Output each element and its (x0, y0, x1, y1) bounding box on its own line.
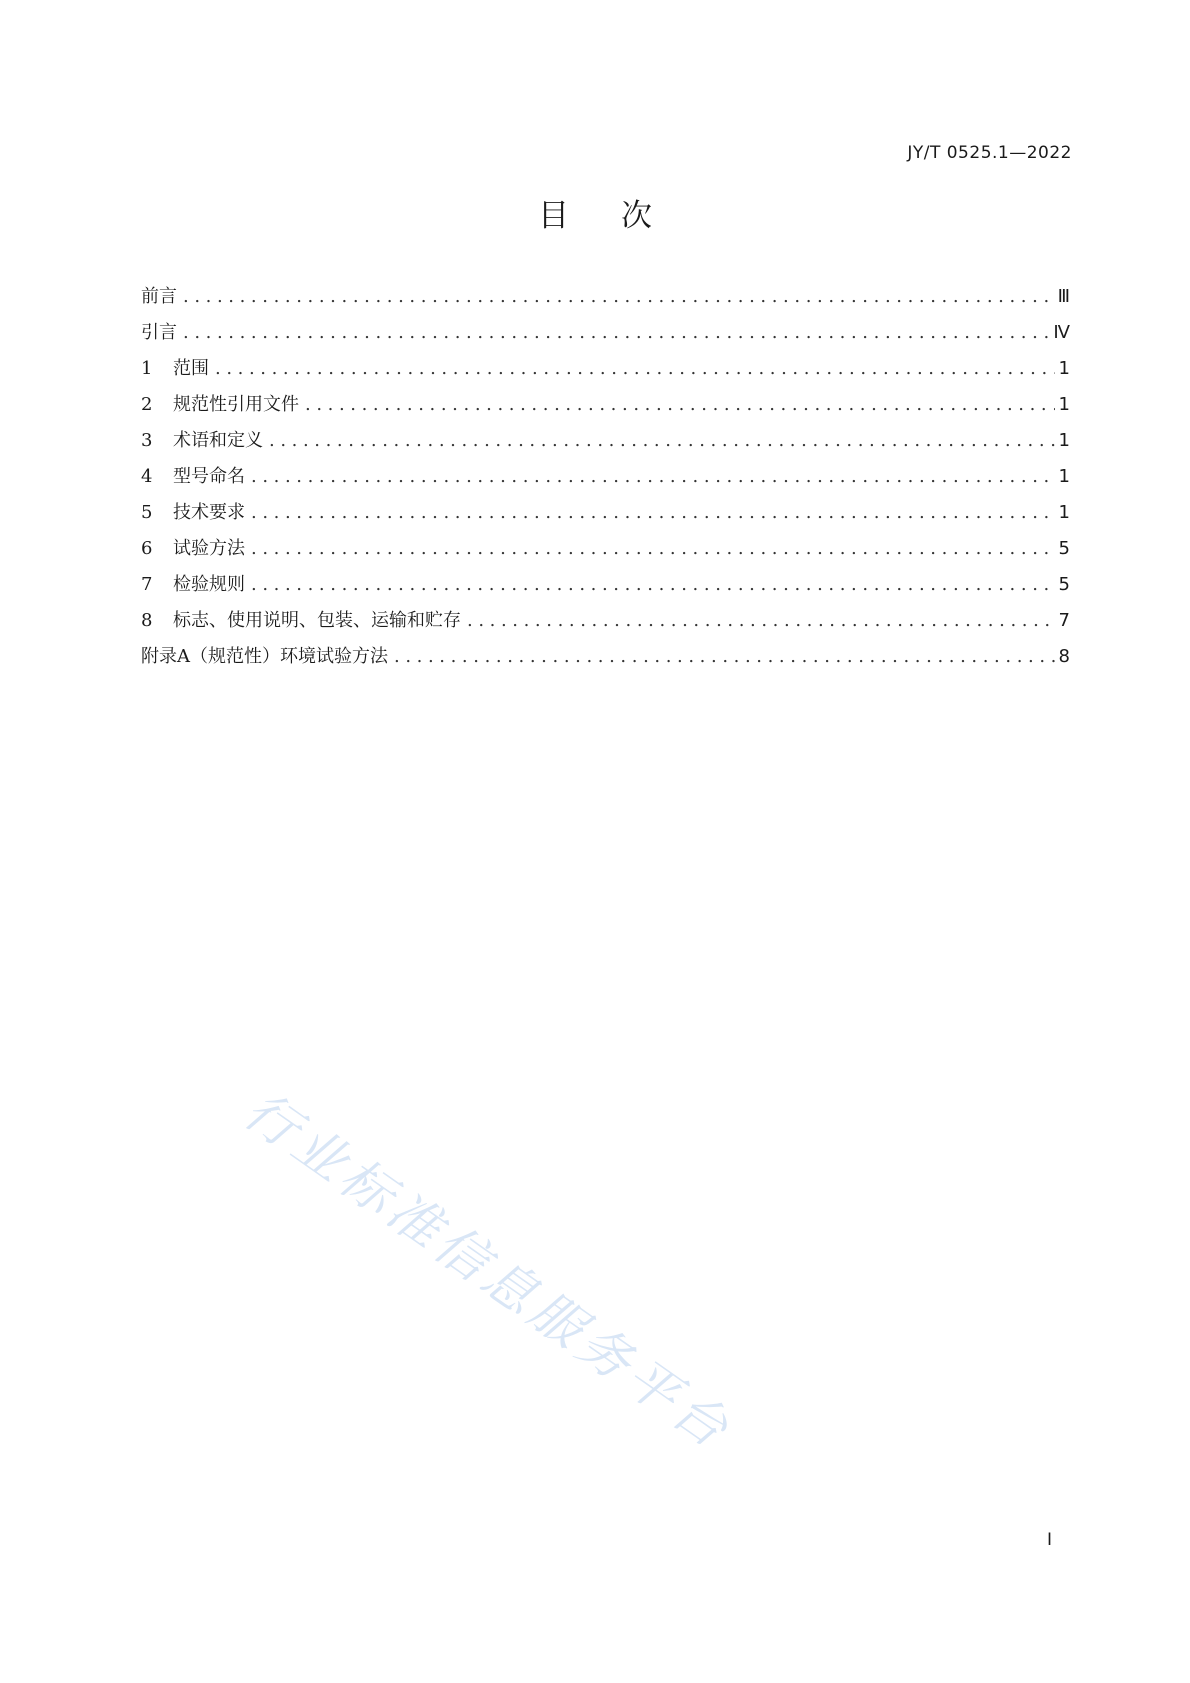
dot-leader (183, 286, 1054, 307)
toc-entry-page: 1 (1058, 394, 1070, 415)
toc-entry-page: 8 (1058, 646, 1070, 667)
toc-entry-label (141, 606, 467, 632)
toc-entry-number: 7 (141, 574, 153, 595)
toc-entry-label (141, 462, 251, 488)
dot-leader (251, 574, 1055, 595)
toc-entry-5[interactable] (141, 498, 1070, 534)
toc-entry-page: Ⅲ (1057, 286, 1070, 307)
page-number: I (1046, 1530, 1052, 1550)
toc-entry-number: 1 (141, 358, 153, 379)
toc-entry-text: 试验方法 (173, 538, 245, 559)
toc-entry-label (141, 570, 251, 596)
toc-entry-4[interactable] (141, 462, 1070, 498)
toc-entry-text: 技术要求 (173, 502, 245, 523)
dot-leader (467, 610, 1055, 631)
toc-entry-number: 8 (141, 610, 153, 631)
toc-entry-text: 标志、使用说明、包装、运输和贮存 (173, 610, 461, 631)
toc-entry-page: 5 (1058, 574, 1070, 595)
toc-entry-label (141, 498, 251, 524)
toc-entry-3[interactable] (141, 426, 1070, 462)
dot-leader (394, 646, 1055, 667)
toc-entry-page: 5 (1058, 538, 1070, 559)
toc-entry-page: 1 (1058, 502, 1070, 523)
dot-leader (251, 466, 1055, 487)
toc-entry-page: 7 (1058, 610, 1070, 631)
toc-entry-page: 1 (1058, 358, 1070, 379)
dot-leader (305, 394, 1055, 415)
toc-entry-number: 5 (141, 502, 153, 523)
toc-entry-text: 规范性引用文件 (173, 394, 299, 415)
toc-entry-8[interactable] (141, 606, 1070, 642)
toc-entry-introduction[interactable] (141, 318, 1070, 354)
dot-leader (215, 358, 1055, 379)
toc-entry-page: 1 (1058, 430, 1070, 451)
toc-entry-label (141, 354, 215, 380)
toc-entry-foreword[interactable] (141, 282, 1070, 318)
toc-entry-label (141, 534, 251, 560)
toc-entry-label (141, 426, 269, 452)
dot-leader (251, 502, 1055, 523)
toc-entry-label: 前言 (141, 286, 177, 307)
toc-entry-text: 检验规则 (173, 574, 245, 595)
toc-entry-number: 2 (141, 394, 153, 415)
toc-entry-number: 3 (141, 430, 153, 451)
page-title: 目次 (538, 198, 704, 234)
watermark: 行业标准信息服务平台 (233, 1080, 743, 1463)
toc-entry-page: Ⅳ (1053, 322, 1070, 343)
toc-entry-page: 1 (1058, 466, 1070, 487)
toc-entry-7[interactable] (141, 570, 1070, 606)
toc-entry-text: 术语和定义 (173, 430, 263, 451)
toc-entry-label: 引言 (141, 322, 177, 343)
toc-entry-number: 6 (141, 538, 153, 559)
toc-entry-6[interactable] (141, 534, 1070, 570)
toc-entry-text: 型号命名 (173, 466, 245, 487)
standard-code: JY/T 0525.1—2022 (907, 143, 1072, 163)
dot-leader (183, 322, 1049, 343)
toc-entry-annex-a[interactable] (141, 642, 1070, 678)
dot-leader (269, 430, 1055, 451)
toc-entry-label (141, 390, 305, 416)
table-of-contents (141, 282, 1070, 678)
toc-entry-label: 附录A（规范性）环境试验方法 (141, 646, 388, 667)
toc-entry-1[interactable] (141, 354, 1070, 390)
toc-entry-number: 4 (141, 466, 153, 487)
toc-entry-text: 范围 (173, 358, 209, 379)
dot-leader (251, 538, 1055, 559)
toc-entry-2[interactable] (141, 390, 1070, 426)
